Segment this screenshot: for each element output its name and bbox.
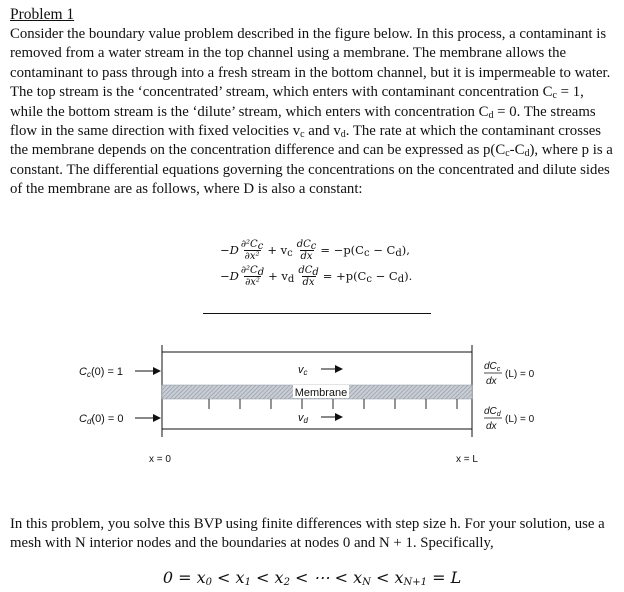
- mesh-node-ticks: [209, 399, 457, 409]
- velocity-concentrated-label: vc: [298, 364, 308, 377]
- membrane-label: Membrane: [294, 387, 348, 399]
- x-L-label: x = L: [456, 454, 478, 465]
- svg-text:(L) = 0: (L) = 0: [505, 369, 535, 380]
- right-bc-dilute: [484, 406, 535, 432]
- svg-text:dCd: $dC_d$: [484, 406, 501, 418]
- governing-equations: [220, 237, 414, 289]
- equation-divider: [203, 313, 431, 314]
- equation-dilute: −D $\frac{\partial^2C_d}{\text{∂x²}}$ + $v_d$ $\frac{dC_d}{dx}$ = $+p(C_c - C_d)$.: [220, 264, 413, 288]
- membrane-diagram: [0, 335, 624, 470]
- svg-text:dx: dx: [486, 421, 497, 432]
- svg-text:dx: dx: [486, 376, 497, 387]
- mesh-definition: $0 = x_0 < x_1 < x_2$ < ⋯ < $x_N < x_{N+1} = L$: [162, 568, 462, 588]
- problem-title: Problem 1: [10, 6, 75, 23]
- problem-intro: Consider the boundary value problem described in the figure below. In this process, a contaminant is removed from a water stream in the top channel using a membrane. The membrane allows the contaminant to pass through into a fresh stream in the bottom channel, but it is impermeable to water. The top stream is the ‘concentrated’ stream, which enters with contaminant concentration $C_c = 1$, while the bottom stream is the ‘dilute’ stream, which enters with concentration $C_d = 0$. The streams flow in the same direction with fixed velocities $v_c$ and $v_d$. The rate at which the contaminant crosses the membrane depends on the concentration difference and can be expressed as $p(C_c-C_d)$, where p is a constant. The differential equations governing the concentrations on the concentrated and dilute sides of the membrane are as follows, where D is also a constant:: [10, 26, 613, 198]
- x-zero-label: x = 0: [149, 454, 171, 465]
- left-bc-concentrated: Cc(0) = 1: [79, 366, 124, 379]
- svg-text:dCc: $dC_c$: [484, 361, 501, 373]
- left-bc-dilute: Cd(0) = 0: [79, 413, 124, 426]
- equation-concentrated: −D $\frac{\partial^2C_c}{\text{∂x²}}$ + $v_c$ $\frac{dC_c}{dx}$ = $-p(C_c - C_d)$,: [220, 238, 410, 262]
- right-bc-concentrated: [484, 361, 535, 387]
- velocity-dilute-label: vd: [298, 412, 308, 425]
- svg-text:(L) = 0: (L) = 0: [505, 414, 535, 425]
- closing-paragraph: In this problem, you solve this BVP using finite differences with step size h. For your solution, use a mesh with N interior nodes and the boundaries at nodes 0 and N + 1. Specifically,: [10, 516, 605, 552]
